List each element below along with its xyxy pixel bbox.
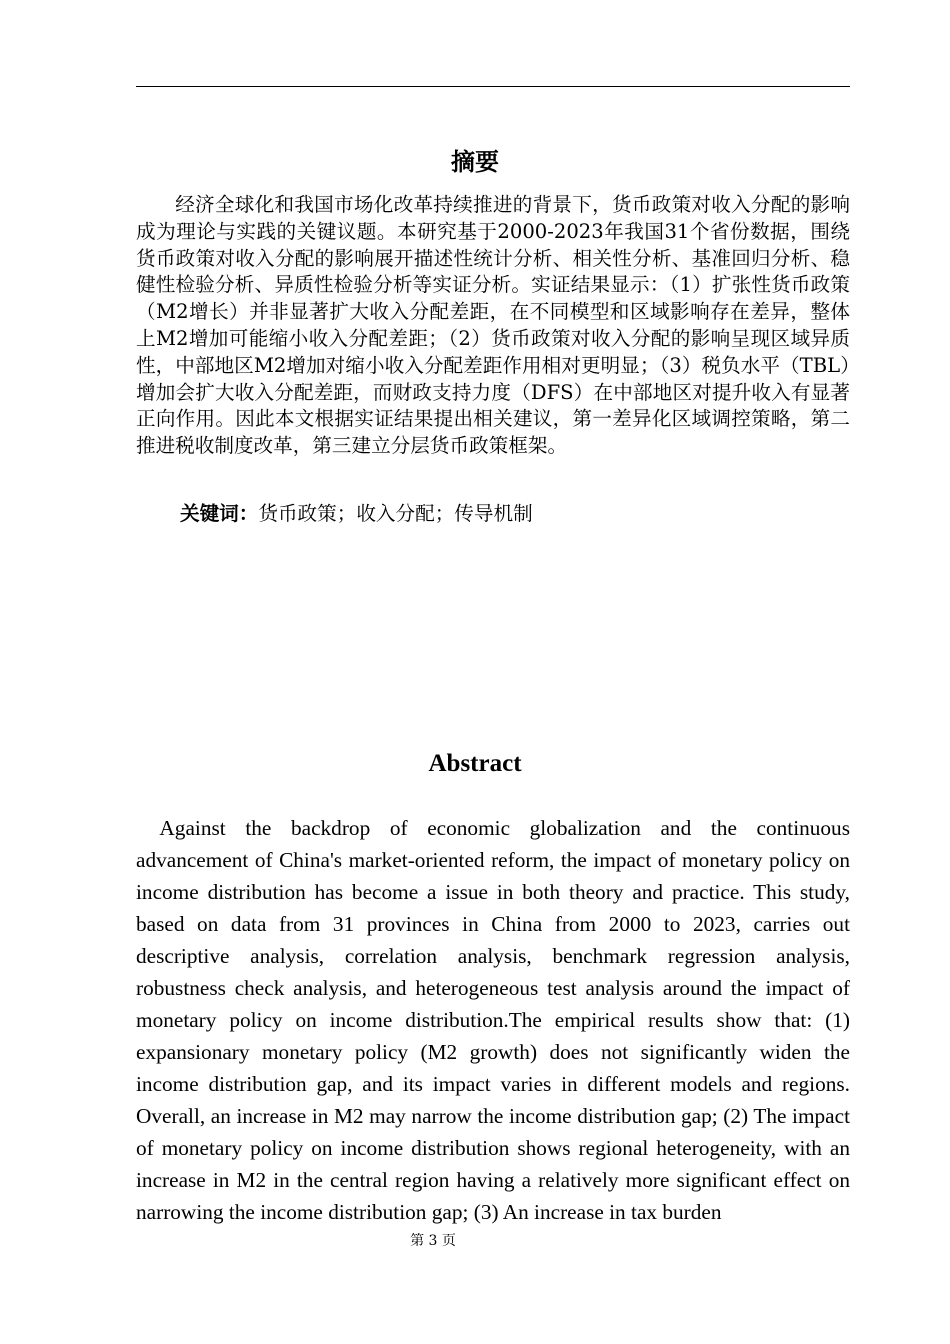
- header-rule: [136, 86, 850, 87]
- abstract-cn-title: 摘要: [451, 148, 499, 176]
- page-number: 第 3 页: [410, 1233, 456, 1249]
- keywords-text: 货币政策；收入分配；传导机制: [258, 502, 533, 525]
- abstract-en-title: Abstract: [428, 750, 522, 777]
- keywords-label: 关键词：: [180, 502, 259, 525]
- abstract-cn-body: 经济全球化和我国市场化改革持续推进的背景下，货币政策对收入分配的影响成为理论与实践的关键议题。本研究基于2000-2023年我国31个省份数据，围绕货币政策对收入分配的影响展开描述性统计分析、相关性分析、基准回归分析、稳健性检验分析、异质性检验分析等实证分析。实证结果显示：（1）扩张性货币政策（M2增长）并非显著扩大收入分配差距，在不同模型和区域影响存在差异，整体上M2增加可能缩小收入分配差距；（2）货币政策对收入分配的影响呈现区域异质性，中部地区M2增加对缩小收入分配差距作用相对更明显；（3）税负水平（TBL）增加会扩大收入分配差距，而财政支持力度（DFS）在中部地区对提升收入有显著正向作用。因此本文根据实证结果提出相关建议，第一差异化区域调控策略，第二推进税收制度改革，第三建立分层货币政策框架。: [136, 193, 850, 458]
- keywords-line: [180, 500, 850, 528]
- abstract-en-body: Against the backdrop of economic globalization and the continuous advancement of China's market-oriented reform, the impact of monetary policy on income distribution has become a issue in both theory and practice. This study, based on data from 31 provinces in China from 2000 to 2023, carries out descriptive analysis, correlation analysis, benchmark regression analysis, robustness check analysis, and heterogeneous test analysis around the impact of monetary policy on income distribution.The empirical results show that: (1) expansionary monetary policy (M2 growth) does not significantly widen the income distribution gap, and its impact varies in different models and regions. Overall, an increase in M2 may narrow the income distribution gap; (2) The impact of monetary policy on income distribution shows regional heterogeneity, with an increase in M2 in the central region having a relatively more significant effect on narrowing the income distribution gap; (3) An increase in tax burden: [136, 816, 850, 1224]
